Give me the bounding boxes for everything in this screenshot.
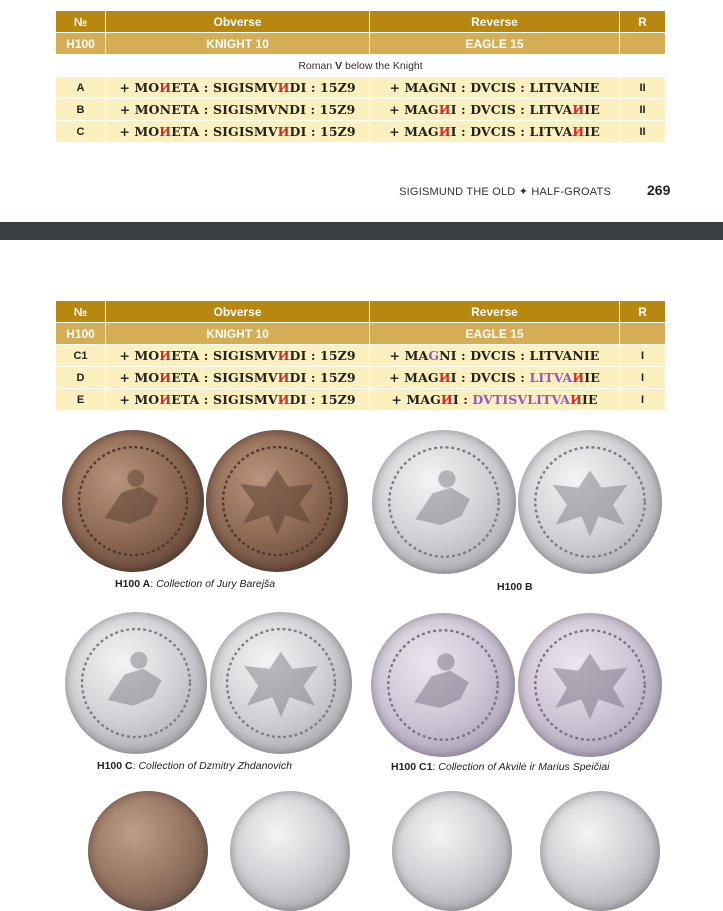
type-id: H100 [56, 33, 106, 55]
coin-h100b-reverse-photo [518, 430, 662, 574]
header-obverse: Obverse [106, 11, 370, 33]
rarity: I [620, 345, 666, 367]
row-label: A [56, 77, 106, 99]
type-obverse: KNIGHT 10 [106, 33, 370, 55]
row-label: B [56, 99, 106, 121]
row-label: C1 [56, 345, 106, 367]
table-row [56, 99, 666, 121]
type-reverse: EAGLE 15 [370, 33, 620, 55]
obverse-legend: + MOИETA : SIGISMVИDI : 15Z9 [106, 389, 370, 411]
running-head: SIGISMUND THE OLD ✦ HALF-GROATS [399, 186, 611, 198]
note-text: Roman V below the Knight [56, 55, 666, 77]
coin-next-reverse-photo [230, 791, 350, 911]
obverse-legend: + MONETA : SIGISMVNDI : 15Z9 [106, 99, 370, 121]
reverse-legend: + MAGNI : DVCIS : LITVANIE [370, 77, 620, 99]
reverse-legend: + MAGИI : DVCIS : LITVAИIE [370, 367, 620, 389]
rarity: I [620, 389, 666, 411]
caption-h100c: H100 C: Collection of Dzmitry Zhdanovich [97, 760, 292, 772]
reverse-legend: + MAGИI : DVCIS : LITVAИIE [370, 121, 620, 143]
coin-h100b-obverse-photo [372, 430, 516, 574]
header-reverse: Reverse [370, 301, 620, 323]
page-divider [0, 222, 723, 240]
type-row [56, 323, 666, 345]
variety-table-top [55, 10, 666, 143]
table-row [56, 389, 666, 411]
type-reverse: EAGLE 15 [370, 323, 620, 345]
header-reverse: Reverse [370, 11, 620, 33]
rarity: II [620, 121, 666, 143]
coin-next-obverse-photo [88, 791, 208, 911]
coin-h100a-obverse-photo [62, 430, 204, 572]
row-label: C [56, 121, 106, 143]
rarity: II [620, 99, 666, 121]
row-label: E [56, 389, 106, 411]
table-row [56, 345, 666, 367]
header-obverse: Obverse [106, 301, 370, 323]
caption-h100c1: H100 C1: Collection of Akvilė ir Marius Speičiai [391, 761, 610, 773]
coin-h100c1-obverse-photo [371, 613, 515, 757]
obverse-legend: + MOИETA : SIGISMVИDI : 15Z9 [106, 121, 370, 143]
page-270 [0, 240, 723, 800]
note-row [56, 55, 666, 77]
obverse-legend: + MOИETA : SIGISMVИDI : 15Z9 [106, 367, 370, 389]
coin-next2-obverse-photo [392, 791, 512, 911]
caption-h100b: H100 B [497, 581, 533, 593]
rarity: II [620, 77, 666, 99]
reverse-legend: + MAGNI : DVCIS : LITVANIE [370, 345, 620, 367]
coin-h100c-reverse-photo [210, 612, 352, 754]
header-number: № [56, 301, 106, 323]
coin-h100a-reverse-photo [206, 430, 348, 572]
obverse-legend: + MOИETA : SIGISMVИDI : 15Z9 [106, 345, 370, 367]
reverse-legend: + MAGИI : DVCIS : LITVAИIE [370, 99, 620, 121]
coin-h100c-obverse-photo [65, 612, 207, 754]
coin-next2-reverse-photo [540, 791, 660, 911]
row-label: D [56, 367, 106, 389]
obverse-legend: + MOИETA : SIGISMVИDI : 15Z9 [106, 77, 370, 99]
table-header-row [56, 301, 666, 323]
caption-h100a: H100 A: Collection of Jury Barejša [115, 578, 276, 590]
reverse-legend: + MAGИI : DVTISVLITVAИIE [370, 389, 620, 411]
variety-table-bottom [55, 300, 666, 411]
type-row [56, 33, 666, 55]
diamond-icon: ✦ [518, 186, 529, 198]
page-269-bottom [0, 0, 723, 222]
coin-h100c1-reverse-photo [518, 613, 662, 757]
header-number: № [56, 11, 106, 33]
header-rarity: R [620, 11, 666, 33]
rarity: I [620, 367, 666, 389]
table-row [56, 121, 666, 143]
table-row [56, 367, 666, 389]
type-id: H100 [56, 323, 106, 345]
header-rarity: R [620, 301, 666, 323]
type-obverse: KNIGHT 10 [106, 323, 370, 345]
table-header-row [56, 11, 666, 33]
table-row [56, 77, 666, 99]
page-number: 269 [647, 182, 671, 198]
